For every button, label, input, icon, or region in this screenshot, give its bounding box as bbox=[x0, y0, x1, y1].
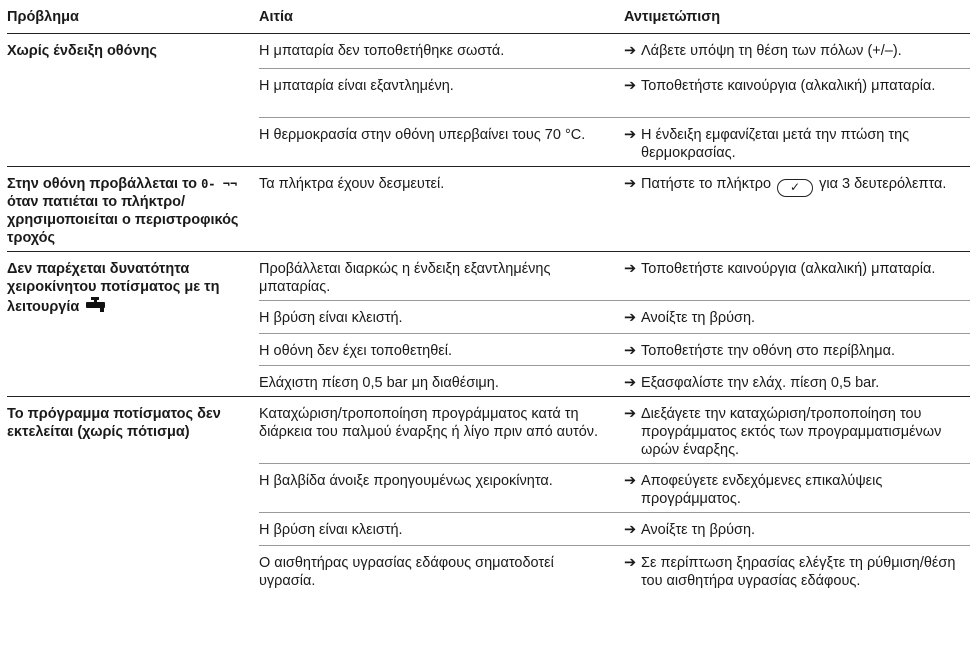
cause-text: Τα πλήκτρα έχουν δεσμευτεί. bbox=[259, 176, 445, 192]
problem-group-manual-watering bbox=[7, 252, 970, 397]
table-row bbox=[259, 167, 970, 249]
table-row bbox=[259, 301, 970, 334]
remedy-text: Ανοίξτε τη βρύση. bbox=[641, 310, 756, 326]
problem-text-main: Δεν παρέχεται δυνατότητα χειροκίνητου ποτίσματος με τη λειτουργία bbox=[7, 261, 220, 315]
remedy-text: Τοποθετήστε καινούργια (αλκαλική) μπαταρία. bbox=[641, 78, 936, 94]
remedy-text-post: για 3 δευτερόλεπτα. bbox=[819, 176, 947, 192]
remedy-text: Εξασφαλίστε την ελάχ. πίεση 0,5 bar. bbox=[641, 375, 880, 391]
cause-text: Η βαλβίδα άνοιξε προηγουμένως χειροκίνητα. bbox=[259, 473, 553, 489]
cause-text: Η μπαταρία είναι εξαντλημένη. bbox=[259, 78, 454, 94]
problem-text bbox=[7, 175, 239, 247]
arrow-right-icon: ➔ bbox=[624, 43, 637, 59]
header-problem: Πρόβλημα bbox=[7, 9, 79, 25]
cause-text: Η οθόνη δεν έχει τοποθετηθεί. bbox=[259, 343, 452, 359]
display-code-icon: 0- ¬¬ bbox=[201, 177, 238, 191]
arrow-right-icon: ➔ bbox=[624, 176, 637, 192]
cause-text: Καταχώριση/τροποποίηση προγράμματος κατά τη διάρκεια του παλμού έναρξης ή λίγο πριν από αυτόν. bbox=[259, 406, 599, 440]
cause-text: Ελάχιστη πίεση 0,5 bar μη διαθέσιμη. bbox=[259, 375, 499, 391]
arrow-right-icon: ➔ bbox=[624, 473, 637, 489]
remedy-text: Η ένδειξη εμφανίζεται μετά την πτώση της θερμοκρασίας. bbox=[641, 127, 910, 161]
problem-group-program-not-running bbox=[7, 397, 970, 633]
header-remedy: Αντιμετώπιση bbox=[624, 9, 721, 25]
table-row bbox=[259, 513, 970, 546]
arrow-right-icon: ➔ bbox=[624, 78, 637, 94]
table-header bbox=[7, 0, 970, 34]
arrow-right-icon: ➔ bbox=[624, 127, 637, 143]
header-cause: Αιτία bbox=[259, 9, 293, 25]
arrow-right-icon: ➔ bbox=[624, 310, 637, 326]
cause-text: Η βρύση είναι κλειστή. bbox=[259, 310, 403, 326]
table-row bbox=[259, 69, 970, 118]
problem-group-no-display bbox=[7, 34, 970, 167]
arrow-right-icon: ➔ bbox=[624, 522, 637, 538]
cause-text: Ο αισθητήρας υγρασίας εδάφους σηματοδοτεί υγρασία. bbox=[259, 555, 554, 589]
arrow-right-icon: ➔ bbox=[624, 375, 637, 391]
troubleshooting-table bbox=[7, 0, 970, 633]
arrow-right-icon: ➔ bbox=[624, 406, 637, 422]
table-row bbox=[259, 252, 970, 301]
remedy-text: Τοποθετήστε την οθόνη στο περίβλημα. bbox=[641, 343, 896, 359]
remedy-text: Ανοίξτε τη βρύση. bbox=[641, 522, 756, 538]
remedy-text bbox=[624, 175, 970, 197]
arrow-right-icon: ➔ bbox=[624, 343, 637, 359]
cause-text: Η μπαταρία δεν τοποθετήθηκε σωστά. bbox=[259, 43, 505, 59]
table-row bbox=[259, 546, 970, 634]
remedy-text-pre: Πατήστε το πλήκτρο bbox=[641, 176, 772, 192]
checkmark-key-icon: ✓ bbox=[777, 179, 813, 197]
table-row bbox=[259, 464, 970, 513]
remedy-text: Τοποθετήστε καινούργια (αλκαλική) μπαταρία. bbox=[641, 261, 936, 277]
table-row bbox=[259, 397, 970, 464]
cause-text: Η βρύση είναι κλειστή. bbox=[259, 522, 403, 538]
table-row bbox=[259, 366, 970, 397]
problem-text: Χωρίς ένδειξη οθόνης bbox=[7, 43, 157, 59]
problem-text-pre: Στην οθόνη προβάλλεται το bbox=[7, 176, 198, 192]
table-row bbox=[259, 34, 970, 69]
table-row bbox=[259, 118, 970, 166]
remedy-text: Λάβετε υπόψη τη θέση των πόλων (+/–). bbox=[641, 43, 902, 59]
cause-text: Η θερμοκρασία στην οθόνη υπερβαίνει τους 70 °C. bbox=[259, 127, 586, 143]
remedy-text: Σε περίπτωση ξηρασίας ελέγξτε τη ρύθμιση/θέση του αισθητήρα υγρασίας εδάφους. bbox=[641, 555, 956, 589]
problem-text bbox=[7, 260, 239, 316]
problem-group-keys-locked bbox=[7, 167, 970, 252]
remedy-text: Αποφεύγετε ενδεχόμενες επικαλύψεις προγράμματος. bbox=[641, 473, 883, 507]
faucet-icon bbox=[86, 296, 106, 313]
arrow-right-icon: ➔ bbox=[624, 261, 637, 277]
remedy-text: Διεξάγετε την καταχώριση/τροποποίηση του προγράμματος εκτός των προγραμματισμένων ωρών έναρξης. bbox=[641, 406, 942, 458]
table-row bbox=[259, 334, 970, 366]
cause-text: Προβάλλεται διαρκώς η ένδειξη εξαντλημένης μπαταρίας. bbox=[259, 261, 551, 295]
problem-text: Το πρόγραμμα ποτίσματος δεν εκτελείται (χωρίς πότισμα) bbox=[7, 406, 221, 440]
arrow-right-icon: ➔ bbox=[624, 555, 637, 571]
problem-text-post: όταν πατιέται το πλήκτρο/χρησιμοποιείται ο περιστροφικός τροχός bbox=[7, 194, 239, 246]
